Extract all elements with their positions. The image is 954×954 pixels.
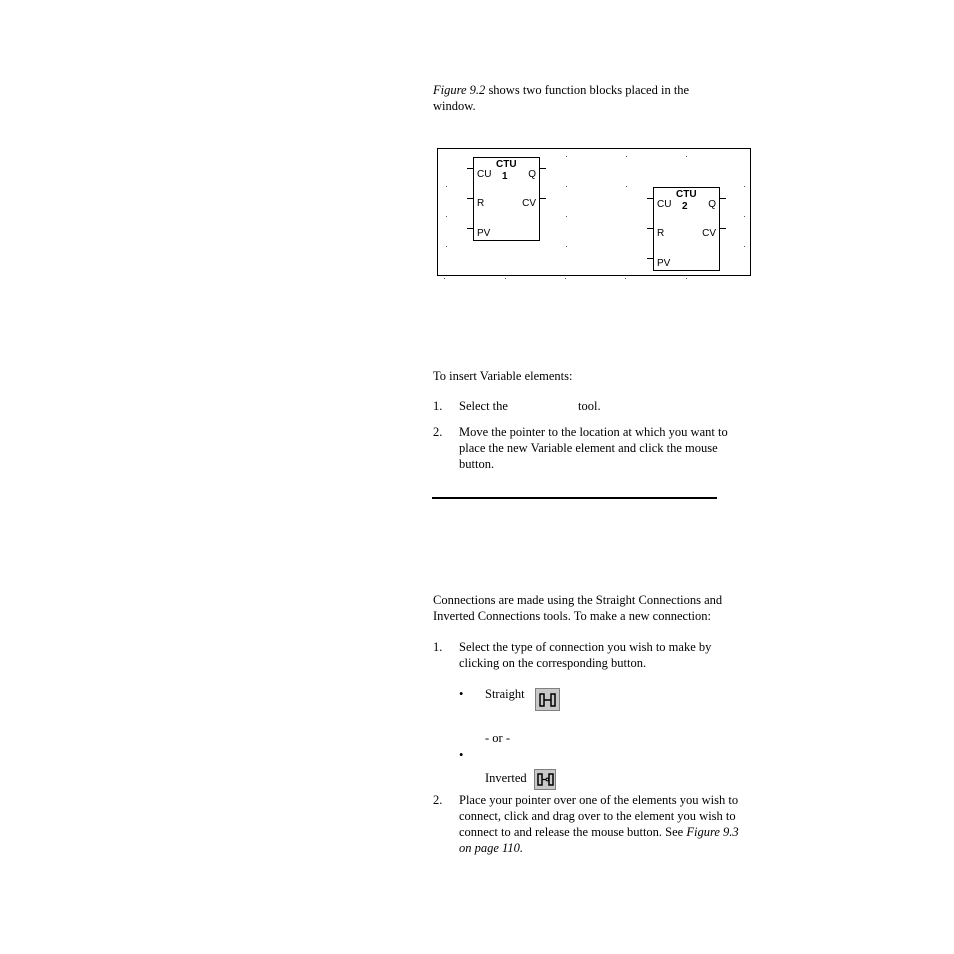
block-1-type: CTU [496, 159, 517, 170]
block-2-output-cv: CV [702, 228, 716, 239]
connections-step-2-line-4 [459, 841, 523, 857]
grid-dot [625, 278, 626, 279]
grid-dot [744, 216, 745, 217]
block-1-instance: 1 [502, 171, 508, 182]
block-1-pin-q[interactable] [540, 168, 546, 169]
figure-reference: Figure 9.2 [433, 83, 486, 97]
connections-step-1-line-1: Select the type of connection you wish to make by [459, 640, 712, 654]
grid-dot [505, 278, 506, 279]
grid-dot [444, 278, 445, 279]
grid-dot [566, 216, 567, 217]
grid-dot [565, 278, 566, 279]
inverted-connection-icon [535, 770, 555, 789]
variables-step-2-line-1: Move the pointer to the location at which you want to [459, 425, 728, 439]
block-2-instance: 2 [682, 201, 688, 212]
grid-dot [446, 216, 447, 217]
block-1-output-cv: CV [522, 198, 536, 209]
block-1-pin-pv[interactable] [467, 228, 473, 229]
or-separator: - or - [485, 731, 510, 745]
inverted-connection-button[interactable] [534, 769, 556, 790]
bullet-inverted: • [459, 748, 464, 762]
function-block-2[interactable] [653, 187, 720, 271]
block-2-input-pv: PV [657, 258, 671, 269]
straight-connection-button[interactable] [535, 688, 560, 711]
block-2-pin-pv[interactable] [647, 258, 653, 259]
variables-step-2-line-3: button. [459, 457, 495, 471]
block-1-output-q: Q [528, 169, 536, 180]
block-2-pin-cu[interactable] [647, 198, 653, 199]
block-1-pin-cu[interactable] [467, 168, 473, 169]
inverted-label: Inverted [485, 771, 527, 785]
block-2-input-cu: CU [657, 199, 672, 210]
block-2-input-r: R [657, 228, 665, 239]
variables-step-1-text-a: Select the [459, 399, 508, 413]
section-divider [432, 497, 717, 499]
connections-step-2-line-3: connect to and release the mouse button. See Figure 9.3 [459, 825, 739, 839]
connections-intro-line-1: Connections are made using the Straight Connections and [433, 593, 723, 607]
block-2-type: CTU [676, 189, 697, 200]
connections-intro-line-2: Inverted Connections tools. To make a new connection: [433, 609, 711, 623]
bullet-straight: • [459, 687, 464, 701]
variables-heading: To insert Variable elements: [433, 369, 573, 383]
variables-step-2-number: 2. [433, 425, 443, 439]
straight-connection-icon [536, 689, 559, 710]
grid-dot [566, 156, 567, 157]
connections-step-2-line-1: Place your pointer over one of the elements you wish to [459, 793, 739, 807]
block-1-pin-cv[interactable] [540, 198, 546, 199]
grid-dot [686, 278, 687, 279]
connections-step-1-line-2: clicking on the corresponding button. [459, 656, 647, 670]
connections-step-2-number: 2. [433, 793, 443, 807]
block-2-pin-q[interactable] [720, 198, 726, 199]
grid-dot [446, 246, 447, 247]
grid-dot [566, 186, 567, 187]
variables-step-1-text-b: tool. [578, 399, 601, 413]
page-reference: on page 110. [459, 841, 523, 855]
block-2-pin-cv[interactable] [720, 228, 726, 229]
connections-step-1-number: 1. [433, 640, 443, 654]
block-1-input-r: R [477, 198, 485, 209]
variables-step-1-number: 1. [433, 399, 443, 413]
connections-step-2-line-2: connect, click and drag over to the element you wish to [459, 809, 736, 823]
grid-dot [626, 186, 627, 187]
block-1-pin-r[interactable] [467, 198, 473, 199]
intro-line-1: Figure 9.2 shows two function blocks placed in the [433, 83, 690, 97]
grid-dot [744, 186, 745, 187]
intro-line-2: window. [433, 99, 476, 113]
grid-dot [686, 156, 687, 157]
block-2-output-q: Q [708, 199, 716, 210]
block-1-input-cu: CU [477, 169, 492, 180]
grid-dot [446, 186, 447, 187]
block-2-pin-r[interactable] [647, 228, 653, 229]
figure-9-3-reference: Figure 9.3 [686, 825, 739, 839]
grid-dot [566, 246, 567, 247]
variables-step-2-line-2: place the new Variable element and click the mouse [459, 441, 718, 455]
straight-label: Straight [485, 687, 525, 701]
grid-dot [744, 246, 745, 247]
function-block-1[interactable] [473, 157, 540, 241]
block-1-input-pv: PV [477, 228, 491, 239]
grid-dot [626, 156, 627, 157]
